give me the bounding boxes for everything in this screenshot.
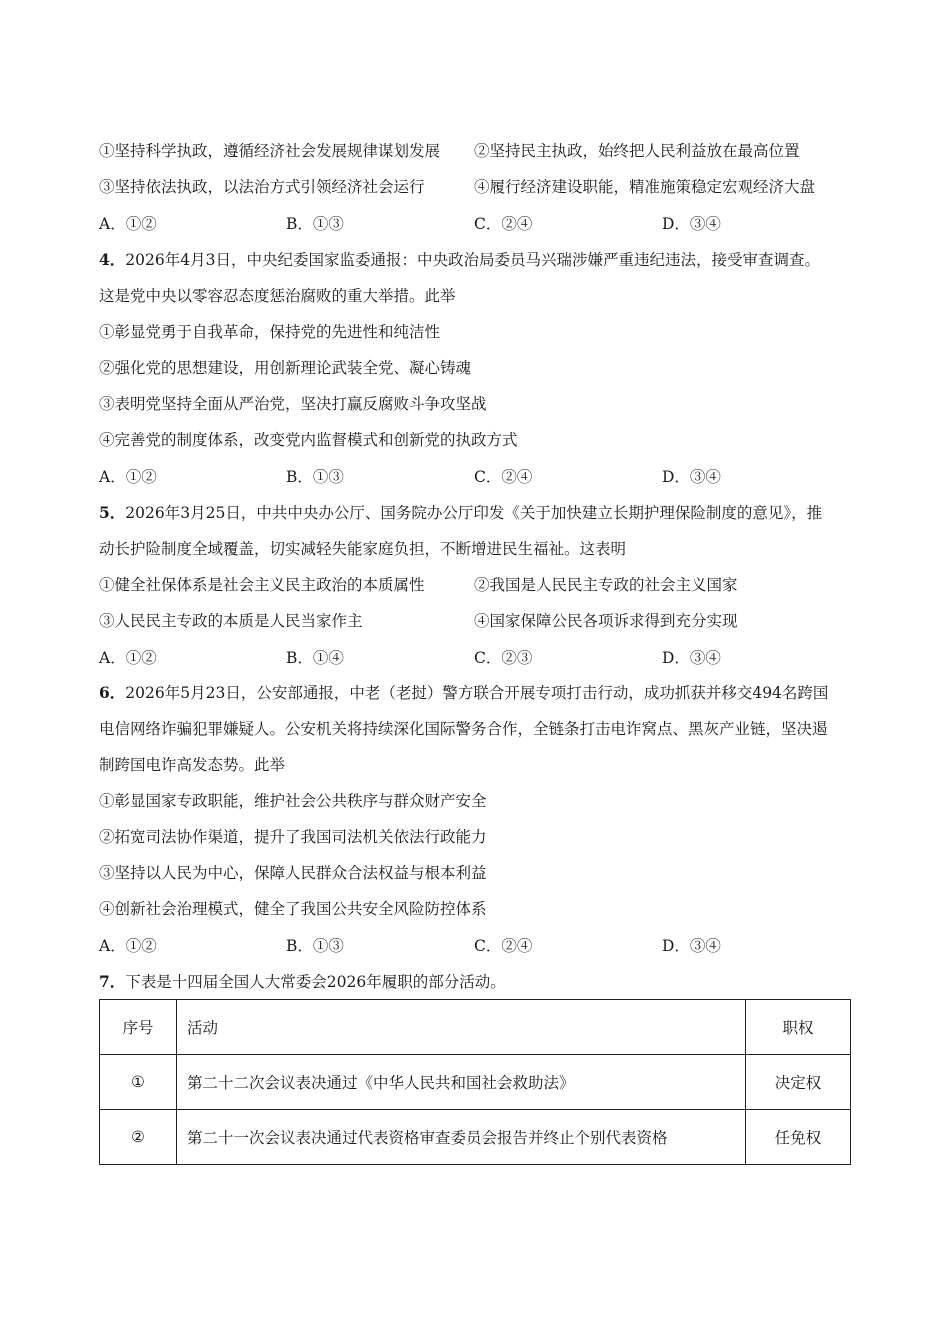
q7-stem-text: 下表是十四届全国人大常委会2026年履职的部分活动。 [125, 973, 506, 991]
q5-stem-text-1: 2026年3月25日，中共中央办公厅、国务院办公厅印发《关于加快建立长期护理保险制度的意见》，推 [125, 504, 823, 522]
q5-stem-line-1 [99, 503, 822, 523]
q5-option-3: ③人民民主专政的本质是人民当家作主 [99, 612, 363, 630]
q7-number: 7． [99, 972, 126, 991]
q6-stem-line-1 [99, 683, 828, 703]
q3-option-4: ④履行经济建设职能，精准施策稳定宏观经济大盘 [474, 178, 816, 196]
q6-choice-c: C．②④ [474, 937, 533, 955]
q4-choice-b: B．①③ [286, 468, 344, 486]
table-header-activity: 活动 [177, 1000, 746, 1055]
q4-choice-d: D．③④ [662, 468, 721, 486]
q6-stem-line-2: 电信网络诈骗犯罪嫌疑人。公安机关将持续深化国际警务合作，全链条打击电诈窝点、黑灰产业链，坚决遏 [99, 720, 828, 738]
q6-option-3: ③坚持以人民为中心，保障人民群众合法权益与根本利益 [99, 864, 487, 882]
q5-stem-line-2: 动长护险制度全域覆盖，切实减轻失能家庭负担，不断增进民生福祉。这表明 [99, 540, 627, 558]
q6-number: 6． [99, 683, 126, 702]
q4-option-2: ②强化党的思想建设，用创新理论武装全党、凝心铸魂 [99, 359, 472, 377]
table-header-no: 序号 [100, 1000, 177, 1055]
q6-choice-b: B．①③ [286, 937, 344, 955]
q4-stem-line-2: 这是党中央以零容忍态度惩治腐败的重大举措。此举 [99, 287, 456, 305]
q6-choice-d: D．③④ [662, 937, 721, 955]
table-row [100, 1055, 851, 1110]
q5-choice-a: A．①② [99, 649, 157, 667]
q4-option-4: ④完善党的制度体系，改变党内监督模式和创新党的执政方式 [99, 431, 518, 449]
q6-option-1: ①彰显国家专政职能，维护社会公共秩序与群众财产安全 [99, 792, 487, 810]
q5-choice-b: B．①④ [286, 649, 344, 667]
table-row [100, 1110, 851, 1165]
table-cell-no: ② [100, 1110, 177, 1165]
q5-choice-d: D．③④ [662, 649, 721, 667]
activities-table [99, 999, 851, 1165]
q4-stem-line-1 [99, 250, 820, 270]
q6-option-4: ④创新社会治理模式，健全了我国公共安全风险防控体系 [99, 900, 487, 918]
q3-choice-c: C．②④ [474, 215, 533, 233]
q4-option-1: ①彰显党勇于自我革命，保持党的先进性和纯洁性 [99, 323, 441, 341]
q3-option-1: ①坚持科学执政，遵循经济社会发展规律谋划发展 [99, 142, 441, 160]
q6-stem-line-3: 制跨国电诈高发态势。此举 [99, 756, 286, 774]
q5-number: 5． [99, 503, 126, 522]
q4-choice-c: C．②④ [474, 468, 533, 486]
table-header-duty: 职权 [746, 1000, 851, 1055]
table-cell-duty: 任免权 [746, 1110, 851, 1165]
q4-option-3: ③表明党坚持全面从严治党，坚决打赢反腐败斗争攻坚战 [99, 395, 487, 413]
q5-option-2: ②我国是人民民主专政的社会主义国家 [474, 576, 738, 594]
q5-option-4: ④国家保障公民各项诉求得到充分实现 [474, 612, 738, 630]
q5-choice-c: C．②③ [474, 649, 533, 667]
table-cell-activity: 第二十一次会议表决通过代表资格审查委员会报告并终止个别代表资格 [177, 1110, 746, 1165]
q3-option-3: ③坚持依法执政，以法治方式引领经济社会运行 [99, 178, 425, 196]
q5-option-1: ①健全社保体系是社会主义民主政治的本质属性 [99, 576, 425, 594]
q3-option-2: ②坚持民主执政，始终把人民利益放在最高位置 [474, 142, 800, 160]
q4-number: 4． [99, 250, 126, 269]
table-cell-duty: 决定权 [746, 1055, 851, 1110]
q3-choice-b: B．①③ [286, 215, 344, 233]
q4-choice-a: A．①② [99, 468, 157, 486]
table-header-row [100, 1000, 851, 1055]
table-cell-no: ① [100, 1055, 177, 1110]
q3-choice-d: D．③④ [662, 215, 721, 233]
table-cell-activity: 第二十二次会议表决通过《中华人民共和国社会救助法》 [177, 1055, 746, 1110]
q3-choice-a: A．①② [99, 215, 157, 233]
q7-stem-line [99, 972, 506, 992]
q6-choice-a: A．①② [99, 937, 157, 955]
q6-stem-text-1: 2026年5月23日，公安部通报，中老（老挝）警方联合开展专项打击行动，成功抓获并移交494名跨国 [125, 684, 829, 702]
q6-option-2: ②拓宽司法协作渠道，提升了我国司法机关依法行政能力 [99, 828, 487, 846]
q4-stem-text-1: 2026年4月3日，中央纪委国家监委通报：中央政治局委员马兴瑞涉嫌严重违纪违法，接受审查调查。 [125, 251, 820, 269]
